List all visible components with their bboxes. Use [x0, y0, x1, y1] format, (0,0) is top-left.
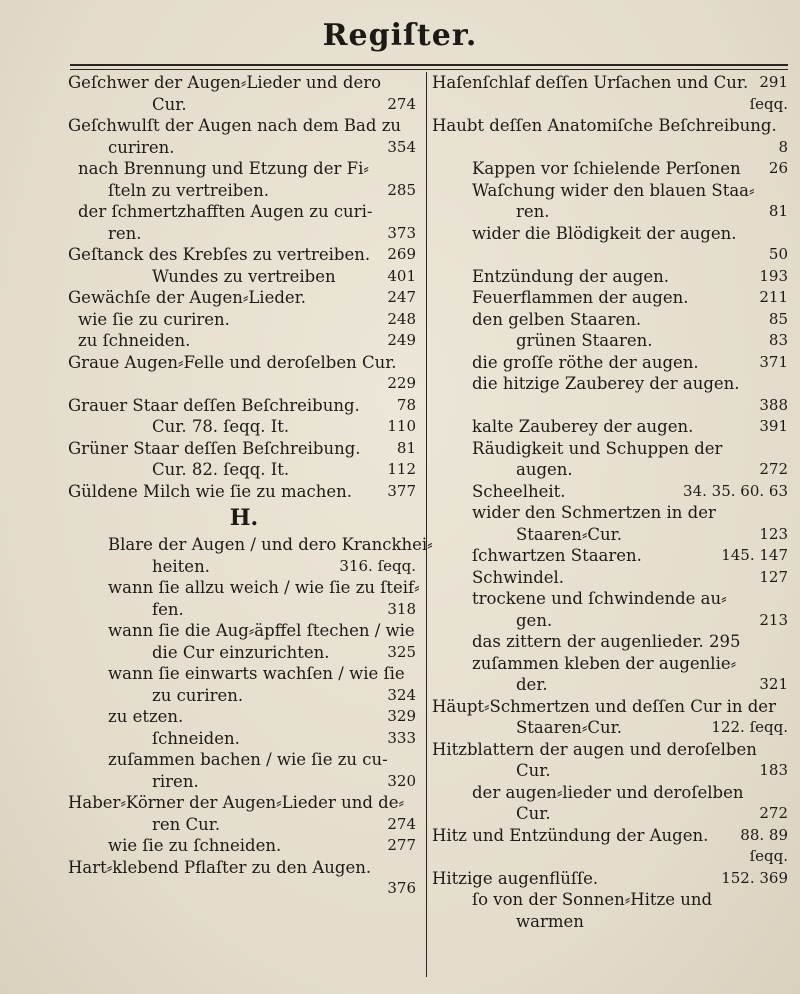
entry-text: warmen	[516, 911, 584, 931]
index-entry	[432, 739, 792, 761]
entry-text: Haber⸗Körner der Augen⸗Lieder und de⸗	[68, 793, 404, 812]
entry-page-number: 88. 89	[740, 825, 788, 844]
entry-page-number: 274	[387, 814, 416, 833]
entry-page-number: 316. ſeqq.	[339, 556, 416, 575]
index-entry	[432, 610, 792, 632]
entry-page-number: 145. 147	[721, 546, 788, 564]
entry-text: nach Brennung und Etzung der Fi⸗	[78, 159, 369, 178]
entry-page-number: 26	[768, 159, 788, 177]
index-entry	[68, 857, 420, 879]
index-entry	[68, 373, 420, 395]
section-letter-h: H.	[229, 505, 259, 531]
index-entry	[68, 244, 420, 266]
entry-text: wider den Schmertzen in der	[472, 503, 716, 522]
entry-text: Hitz und Entzündung der Augen.	[432, 825, 709, 845]
index-entry	[432, 459, 792, 481]
index-entry	[68, 706, 420, 728]
index-entry	[68, 158, 420, 180]
entry-page-number: 78	[396, 395, 416, 414]
index-entry	[68, 577, 420, 599]
index-entry	[68, 137, 420, 159]
index-entry	[68, 438, 420, 460]
entry-page-number: 285	[387, 180, 416, 199]
entry-page-number: 325	[387, 642, 416, 661]
index-entry	[432, 911, 792, 933]
entry-text: Grauer Staar deſſen Beſchreibung.	[68, 395, 360, 415]
entry-page-number: ſeqq.	[749, 847, 788, 865]
entry-text: der augen⸗lieder und deroſelben	[472, 782, 744, 802]
entry-text: Haubt deſſen Anatomiſche Beſchreibung.	[432, 116, 777, 135]
entry-text: zuſammen kleben der augenlie⸗	[472, 653, 737, 673]
entry-page-number: 318	[387, 599, 416, 618]
entry-text: ſteln zu vertreiben.	[108, 180, 269, 200]
entry-page-number: 321	[759, 675, 788, 693]
right-entries	[432, 72, 792, 932]
index-entry	[432, 760, 792, 782]
entry-page-number: 211	[759, 288, 788, 306]
page-title: Regiſter.	[322, 18, 478, 53]
entry-text: Feuerflammen der augen.	[472, 288, 689, 307]
entry-text: Cur.	[516, 761, 551, 780]
index-entry	[68, 266, 420, 288]
left-column	[68, 72, 433, 900]
index-entry	[68, 685, 420, 707]
header-rule-thin	[70, 69, 788, 70]
index-entry	[432, 846, 792, 868]
index-entry	[68, 72, 420, 94]
entry-text: der ſchmertzhafften Augen zu curi-	[78, 202, 373, 221]
entry-page-number: 112	[387, 460, 416, 478]
entry-text: Cur. 82. ſeqq. It.	[152, 460, 290, 479]
entry-text: augen.	[516, 460, 573, 479]
index-entry	[68, 749, 420, 771]
entry-page-number: 110	[387, 417, 416, 435]
entry-text: curiren.	[108, 137, 175, 157]
entry-page-number: 123	[759, 524, 788, 543]
index-entry	[432, 588, 792, 610]
entry-page-number: 50	[768, 245, 788, 263]
left-entries-h	[68, 534, 433, 900]
entry-text: trockene und ſchwindende au⸗	[472, 589, 727, 608]
entry-text: Blare der Augen / und dero Kranckhei⸗	[108, 535, 433, 554]
index-entry	[68, 330, 420, 352]
entry-page-number: 272	[759, 460, 788, 478]
entry-text: ren.	[516, 202, 550, 221]
index-entry	[432, 72, 792, 94]
entry-text: wie ſie zu ſchneiden.	[108, 836, 282, 855]
entry-text: Hart⸗klebend Pflaſter zu den Augen.	[68, 857, 372, 877]
index-entry	[68, 180, 420, 202]
entry-text: ſchneiden.	[152, 728, 240, 748]
index-entry	[432, 545, 792, 567]
index-entry	[68, 481, 420, 503]
index-entry	[68, 223, 420, 245]
entry-text: wann ſie die Aug⸗äpffel ſtechen / wie	[108, 621, 415, 640]
right-column	[432, 72, 792, 932]
entry-text: zu curiren.	[152, 685, 244, 705]
index-entry	[68, 814, 420, 836]
index-entry	[68, 728, 420, 750]
index-entry	[68, 599, 420, 621]
entry-text: Staaren⸗Cur.	[516, 718, 622, 737]
entry-text: Geſtanck des Krebſes zu vertreiben.	[68, 245, 371, 264]
index-entry	[432, 567, 792, 589]
entry-text: Entzündung der augen.	[472, 266, 669, 286]
entry-page-number: 122. ſeqq.	[711, 718, 788, 736]
entry-page-number: 277	[387, 836, 416, 854]
index-entry	[432, 223, 792, 245]
entry-text: Cur.	[516, 804, 551, 823]
index-entry	[68, 352, 420, 374]
index-entry	[432, 653, 792, 675]
entry-text: Cur.	[152, 94, 187, 114]
index-entry	[432, 180, 792, 202]
entry-text: wann ſie allzu weich / wie ſie zu ſteif⸗	[108, 578, 420, 597]
entry-text: Hitzblattern der augen und deroſelben	[432, 739, 757, 759]
entry-page-number: 291	[759, 73, 788, 91]
entry-text: wann ſie einwarts wachſen / wie ſie	[108, 664, 405, 683]
entry-text: Hitzige augenflüſſe.	[432, 868, 599, 888]
entry-text: heiten.	[152, 556, 210, 576]
entry-page-number: 152. 369	[721, 868, 788, 887]
index-entry	[68, 416, 420, 438]
entry-text: Graue Augen⸗Felle und deroſelben Cur.	[68, 352, 397, 372]
entry-text: ren.	[108, 223, 142, 243]
entry-text: Cur. 78. ſeqq. It.	[152, 417, 290, 436]
entry-page-number: 247	[387, 288, 416, 306]
entry-text: Haſenſchlaf deſſen Urſachen und Cur.	[432, 73, 749, 92]
index-entry	[432, 395, 792, 417]
entry-page-number: 83	[768, 331, 788, 349]
index-entry	[432, 115, 792, 137]
entry-page-number: 320	[387, 771, 416, 790]
entry-text: riren.	[152, 771, 199, 791]
entry-page-number: 229	[387, 374, 416, 392]
entry-page-number: 81	[768, 202, 788, 220]
index-entry	[68, 835, 420, 857]
index-entry	[68, 94, 420, 116]
index-entry	[432, 309, 792, 331]
left-entries	[68, 72, 420, 502]
index-entry	[432, 266, 792, 288]
entry-text: Kappen vor ſchielende Perſonen	[472, 159, 741, 178]
index-entry	[432, 201, 792, 223]
entry-text: fen.	[152, 599, 184, 619]
entry-text: Güldene Milch wie ſie zu machen.	[68, 481, 352, 501]
entry-page-number: 274	[387, 94, 416, 113]
index-entry	[432, 373, 792, 395]
entry-page-number: 8	[778, 137, 788, 156]
entry-page-number: 329	[387, 707, 416, 725]
entry-page-number: 391	[759, 417, 788, 435]
entry-text: ſo von der Sonnen⸗Hitze und	[472, 890, 713, 909]
entry-text: Räudigkeit und Schuppen der	[472, 438, 723, 458]
entry-text: kalte Zauberey der augen.	[472, 417, 694, 436]
entry-text: Waſchung wider den blauen Staa⸗	[472, 180, 755, 200]
index-entry	[68, 771, 420, 793]
index-entry	[432, 524, 792, 546]
index-entry	[432, 416, 792, 438]
entry-text: den gelben Staaren.	[472, 309, 642, 329]
index-entry	[432, 717, 792, 739]
index-entry	[432, 889, 792, 911]
entry-text: Staaren⸗Cur.	[516, 524, 622, 544]
entry-text: Geſchwer der Augen⸗Lieder und dero	[68, 73, 382, 92]
entry-text: zu ſchneiden.	[78, 331, 191, 350]
index-entry	[68, 309, 420, 331]
entry-text: die hitzige Zauberey der augen.	[472, 374, 740, 393]
entry-text: Wundes zu vertreiben	[152, 266, 336, 286]
entry-page-number: 272	[759, 804, 788, 822]
entry-page-number: 249	[387, 331, 416, 349]
entry-text: wider die Blödigkeit der augen.	[472, 223, 737, 243]
entry-page-number: 248	[387, 309, 416, 328]
index-entry	[432, 244, 792, 266]
index-entry	[68, 642, 420, 664]
entry-page-number: 81	[396, 438, 416, 457]
entry-text: wie ſie zu curiren.	[78, 309, 230, 329]
entry-page-number: 85	[768, 309, 788, 328]
index-entry	[68, 287, 420, 309]
entry-text: Schwindel.	[472, 567, 565, 587]
index-entry	[432, 825, 792, 847]
entry-text: Gewächſe der Augen⸗Lieder.	[68, 288, 306, 307]
entry-page-number: 354	[387, 137, 416, 156]
entry-text: ren Cur.	[152, 814, 221, 834]
index-entry	[68, 556, 420, 578]
index-entry	[68, 534, 433, 556]
index-entry	[68, 201, 420, 223]
index-entry	[432, 352, 792, 374]
entry-page-number: 127	[759, 567, 788, 586]
entry-text: ſchwartzen Staaren.	[472, 546, 642, 565]
entry-page-number: 401	[387, 266, 416, 285]
index-entry	[432, 868, 792, 890]
index-entry	[68, 792, 420, 814]
entry-text: gen.	[516, 610, 553, 630]
entry-text: zuſammen bachen / wie ſie zu cu-	[108, 750, 388, 769]
index-entry	[432, 631, 792, 653]
index-entry	[432, 287, 792, 309]
entry-text: Geſchwulſt der Augen nach dem Bad zu	[68, 116, 402, 135]
index-entry	[432, 137, 792, 159]
column-divider	[426, 72, 427, 977]
entry-page-number: 373	[387, 223, 416, 242]
entry-page-number: ſeqq.	[749, 94, 788, 113]
index-entry	[68, 115, 420, 137]
entry-text: zu etzen.	[108, 707, 184, 726]
entry-page-number: 269	[387, 245, 416, 263]
entry-page-number: 376	[387, 879, 416, 897]
entry-page-number: 193	[759, 266, 788, 285]
entry-text: der.	[516, 675, 548, 694]
entry-page-number: 371	[759, 352, 788, 371]
entry-text: die groſſe röthe der augen.	[472, 352, 699, 372]
header-rule-thick	[70, 64, 788, 66]
index-entry	[432, 438, 792, 460]
index-entry	[432, 674, 792, 696]
index-entry	[68, 459, 420, 481]
entry-page-number: 388	[759, 395, 788, 414]
index-entry	[68, 620, 420, 642]
index-entry	[68, 878, 420, 900]
entry-page-number: 324	[387, 685, 416, 704]
entry-text: Grüner Staar deſſen Beſchreibung.	[68, 438, 361, 458]
index-entry	[68, 395, 420, 417]
entry-text: das zittern der augenlieder. 295	[472, 632, 741, 651]
entry-text: grünen Staaren.	[516, 331, 653, 350]
index-entry	[432, 502, 792, 524]
entry-text: die Cur einzurichten.	[152, 642, 330, 662]
entry-page-number: 377	[387, 481, 416, 500]
index-entry	[432, 94, 792, 116]
entry-text: Häupt⸗Schmertzen und deſſen Cur in der	[432, 696, 776, 716]
entry-page-number: 213	[759, 610, 788, 629]
entry-page-number: 333	[387, 728, 416, 747]
index-entry	[432, 696, 792, 718]
entry-page-number: 183	[759, 761, 788, 779]
entry-page-number: 34. 35. 60. 63	[683, 481, 788, 500]
index-entry	[432, 330, 792, 352]
index-entry	[68, 663, 420, 685]
index-entry	[432, 158, 792, 180]
entry-text: Scheelheit.	[472, 481, 566, 501]
index-entry	[432, 803, 792, 825]
index-entry	[432, 782, 792, 804]
index-entry	[432, 481, 792, 503]
